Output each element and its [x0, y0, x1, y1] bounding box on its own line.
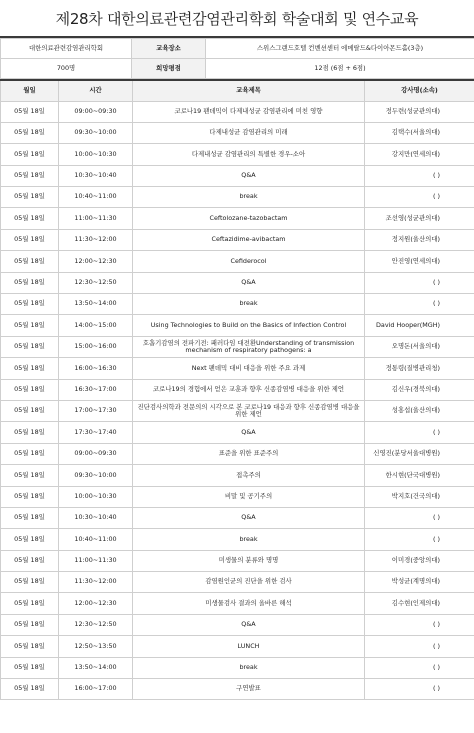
- table-row: [1, 272, 474, 293]
- time-cell: 09:00~09:30: [59, 443, 133, 464]
- lecturer-cell: ( ): [365, 507, 474, 528]
- title-cell: Q&A: [133, 165, 365, 186]
- date-cell: 05월 18일: [1, 507, 59, 528]
- title-cell: 감염원인균의 진단을 위한 검사: [133, 572, 365, 593]
- title-cell: 다제내성균 감염관리의 특별한 경우-소아: [133, 144, 365, 165]
- date-cell: 05월 18일: [1, 400, 59, 421]
- time-cell: 11:00~11:30: [59, 208, 133, 229]
- lecturer-cell: ( ): [365, 422, 474, 443]
- lecturer-cell: 김신우(경북의대): [365, 379, 474, 400]
- time-cell: 16:00~16:30: [59, 358, 133, 379]
- table-row: [1, 165, 474, 186]
- title-cell: 코로나19 팬데믹이 다제내성균 감염관리에 미친 영향: [133, 101, 365, 122]
- time-cell: 12:30~12:50: [59, 614, 133, 635]
- schedule-table: [0, 79, 474, 700]
- title-cell: Using Technologies to Build on the Basics of Infection Control: [133, 315, 365, 336]
- header-time: 시간: [59, 80, 133, 101]
- title-cell: Ceftazidime-avibactam: [133, 229, 365, 250]
- table-row: [1, 550, 474, 571]
- table-row: [1, 507, 474, 528]
- lecturer-cell: 조선영(성균관의대): [365, 208, 474, 229]
- title-cell: 코로나19의 경험에서 얻은 교훈과 향후 신종감염병 대응을 위한 제언: [133, 379, 365, 400]
- date-cell: 05월 18일: [1, 550, 59, 571]
- venue-value: 스위스그랜드호텔 컨벤션센터 에메랄드&다이아몬드홀(3층): [206, 39, 474, 59]
- time-cell: 15:00~16:00: [59, 336, 133, 357]
- date-cell: 05월 18일: [1, 251, 59, 272]
- date-cell: 05월 18일: [1, 465, 59, 486]
- header-date: 월일: [1, 80, 59, 101]
- info-row-venue: [1, 39, 474, 59]
- time-cell: 10:40~11:00: [59, 187, 133, 208]
- time-cell: 16:30~17:00: [59, 379, 133, 400]
- lecturer-cell: ( ): [365, 529, 474, 550]
- date-cell: 05월 18일: [1, 358, 59, 379]
- credits-value: 12점 (6점 + 6점): [206, 59, 474, 79]
- time-cell: 17:30~17:40: [59, 422, 133, 443]
- table-row: [1, 379, 474, 400]
- lecturer-cell: ( ): [365, 636, 474, 657]
- date-cell: 05월 18일: [1, 315, 59, 336]
- table-row: [1, 422, 474, 443]
- lecturer-cell: 정통령(질병관리청): [365, 358, 474, 379]
- lecturer-cell: 한시현(단국대병원): [365, 465, 474, 486]
- title-cell: break: [133, 294, 365, 315]
- time-cell: 10:30~10:40: [59, 507, 133, 528]
- table-row: [1, 529, 474, 550]
- info-table: [0, 38, 474, 79]
- lecturer-cell: 박지호(건국의대): [365, 486, 474, 507]
- time-cell: 16:00~17:00: [59, 679, 133, 700]
- lecturer-cell: 성홍섭(울산의대): [365, 400, 474, 421]
- time-cell: 12:50~13:50: [59, 636, 133, 657]
- table-row: [1, 657, 474, 678]
- date-cell: 05월 18일: [1, 229, 59, 250]
- info-row-credits: [1, 59, 474, 79]
- title-cell: 접촉주의: [133, 465, 365, 486]
- time-cell: 10:40~11:00: [59, 529, 133, 550]
- time-cell: 10:00~10:30: [59, 144, 133, 165]
- date-cell: 05월 18일: [1, 208, 59, 229]
- lecturer-cell: ( ): [365, 679, 474, 700]
- time-cell: 09:30~10:00: [59, 122, 133, 143]
- table-row: [1, 122, 474, 143]
- title-cell: Q&A: [133, 272, 365, 293]
- lecturer-cell: ( ): [365, 614, 474, 635]
- lecturer-cell: David Hooper(MGH): [365, 315, 474, 336]
- attendee-count: 700명: [1, 59, 132, 79]
- date-cell: 05월 18일: [1, 679, 59, 700]
- table-row: [1, 400, 474, 421]
- title-cell: break: [133, 187, 365, 208]
- table-row: [1, 486, 474, 507]
- date-cell: 05월 18일: [1, 336, 59, 357]
- title-cell: 호흡기감염의 전파기전: 패러다임 대전환Understanding of transmission mechanism of respiratory pathogens: a: [133, 336, 365, 357]
- title-cell: 비말 및 공기주의: [133, 486, 365, 507]
- lecturer-cell: 김택수(서울의대): [365, 122, 474, 143]
- lecturer-cell: 김수현(인제의대): [365, 593, 474, 614]
- date-cell: 05월 18일: [1, 122, 59, 143]
- lecturer-cell: 이미경(중앙의대): [365, 550, 474, 571]
- lecturer-cell: 신영진(분당서울대병원): [365, 443, 474, 464]
- title-cell: Q&A: [133, 614, 365, 635]
- time-cell: 12:00~12:30: [59, 593, 133, 614]
- schedule-header-row: [1, 80, 474, 101]
- date-cell: 05월 18일: [1, 165, 59, 186]
- title-cell: Next 팬데믹 대비 대응을 위한 주요 과제: [133, 358, 365, 379]
- title-cell: Q&A: [133, 422, 365, 443]
- title-cell: 표준을 위한 표준주의: [133, 443, 365, 464]
- title-cell: break: [133, 657, 365, 678]
- table-row: [1, 101, 474, 122]
- table-row: [1, 465, 474, 486]
- title-cell: 구연발표: [133, 679, 365, 700]
- time-cell: 13:50~14:00: [59, 657, 133, 678]
- date-cell: 05월 18일: [1, 272, 59, 293]
- title-cell: Ceftolozane-tazobactam: [133, 208, 365, 229]
- title-cell: 진단검사의학과 전문의의 시각으로 본 코로나19 대응과 향후 신종감염병 대응을 위한 제언: [133, 400, 365, 421]
- table-row: [1, 251, 474, 272]
- time-cell: 10:30~10:40: [59, 165, 133, 186]
- time-cell: 09:30~10:00: [59, 465, 133, 486]
- time-cell: 10:00~10:30: [59, 486, 133, 507]
- time-cell: 11:00~11:30: [59, 550, 133, 571]
- table-row: [1, 572, 474, 593]
- date-cell: 05월 18일: [1, 614, 59, 635]
- time-cell: 09:00~09:30: [59, 101, 133, 122]
- table-row: [1, 315, 474, 336]
- time-cell: 12:00~12:30: [59, 251, 133, 272]
- title-cell: 미생물검사 결과의 올바른 해석: [133, 593, 365, 614]
- date-cell: 05월 18일: [1, 529, 59, 550]
- table-row: [1, 336, 474, 357]
- time-cell: 14:00~15:00: [59, 315, 133, 336]
- table-row: [1, 593, 474, 614]
- table-row: [1, 636, 474, 657]
- venue-label: 교육장소: [132, 39, 206, 59]
- time-cell: 11:30~12:00: [59, 572, 133, 593]
- table-row: [1, 229, 474, 250]
- page-title: 제28차 대한의료관련감염관리학회 학술대회 및 연수교육: [0, 0, 474, 38]
- title-cell: Cefiderocol: [133, 251, 365, 272]
- table-row: [1, 443, 474, 464]
- table-row: [1, 679, 474, 700]
- title-cell: LUNCH: [133, 636, 365, 657]
- table-row: [1, 614, 474, 635]
- lecturer-cell: 오명돈(서울의대): [365, 336, 474, 357]
- lecturer-cell: 강지만(연세의대): [365, 144, 474, 165]
- lecturer-cell: 정두련(성균관의대): [365, 101, 474, 122]
- time-cell: 12:30~12:50: [59, 272, 133, 293]
- date-cell: 05월 18일: [1, 443, 59, 464]
- title-cell: break: [133, 529, 365, 550]
- date-cell: 05월 18일: [1, 572, 59, 593]
- table-row: [1, 358, 474, 379]
- table-row: [1, 294, 474, 315]
- date-cell: 05월 18일: [1, 486, 59, 507]
- date-cell: 05월 18일: [1, 636, 59, 657]
- lecturer-cell: ( ): [365, 187, 474, 208]
- lecturer-cell: ( ): [365, 165, 474, 186]
- title-cell: 다제내성균 감염관리의 미래: [133, 122, 365, 143]
- date-cell: 05월 18일: [1, 422, 59, 443]
- date-cell: 05월 18일: [1, 187, 59, 208]
- credits-label: 희망평점: [132, 59, 206, 79]
- date-cell: 05월 18일: [1, 657, 59, 678]
- date-cell: 05월 18일: [1, 593, 59, 614]
- lecturer-cell: 안진영(연세의대): [365, 251, 474, 272]
- title-cell: Q&A: [133, 507, 365, 528]
- lecturer-cell: ( ): [365, 294, 474, 315]
- time-cell: 17:00~17:30: [59, 400, 133, 421]
- lecturer-cell: 박성균(계명의대): [365, 572, 474, 593]
- date-cell: 05월 18일: [1, 101, 59, 122]
- header-lecturer: 강사명(소속): [365, 80, 474, 101]
- date-cell: 05월 18일: [1, 379, 59, 400]
- schedule-body: [1, 101, 474, 700]
- date-cell: 05월 18일: [1, 294, 59, 315]
- table-row: [1, 144, 474, 165]
- lecturer-cell: 정지원(울산의대): [365, 229, 474, 250]
- title-cell: 미생물의 분류와 명명: [133, 550, 365, 571]
- organizer: 대한의료관련감염관리학회: [1, 39, 132, 59]
- table-row: [1, 208, 474, 229]
- lecturer-cell: ( ): [365, 657, 474, 678]
- table-row: [1, 187, 474, 208]
- time-cell: 11:30~12:00: [59, 229, 133, 250]
- date-cell: 05월 18일: [1, 144, 59, 165]
- header-title: 교육제목: [133, 80, 365, 101]
- lecturer-cell: ( ): [365, 272, 474, 293]
- time-cell: 13:50~14:00: [59, 294, 133, 315]
